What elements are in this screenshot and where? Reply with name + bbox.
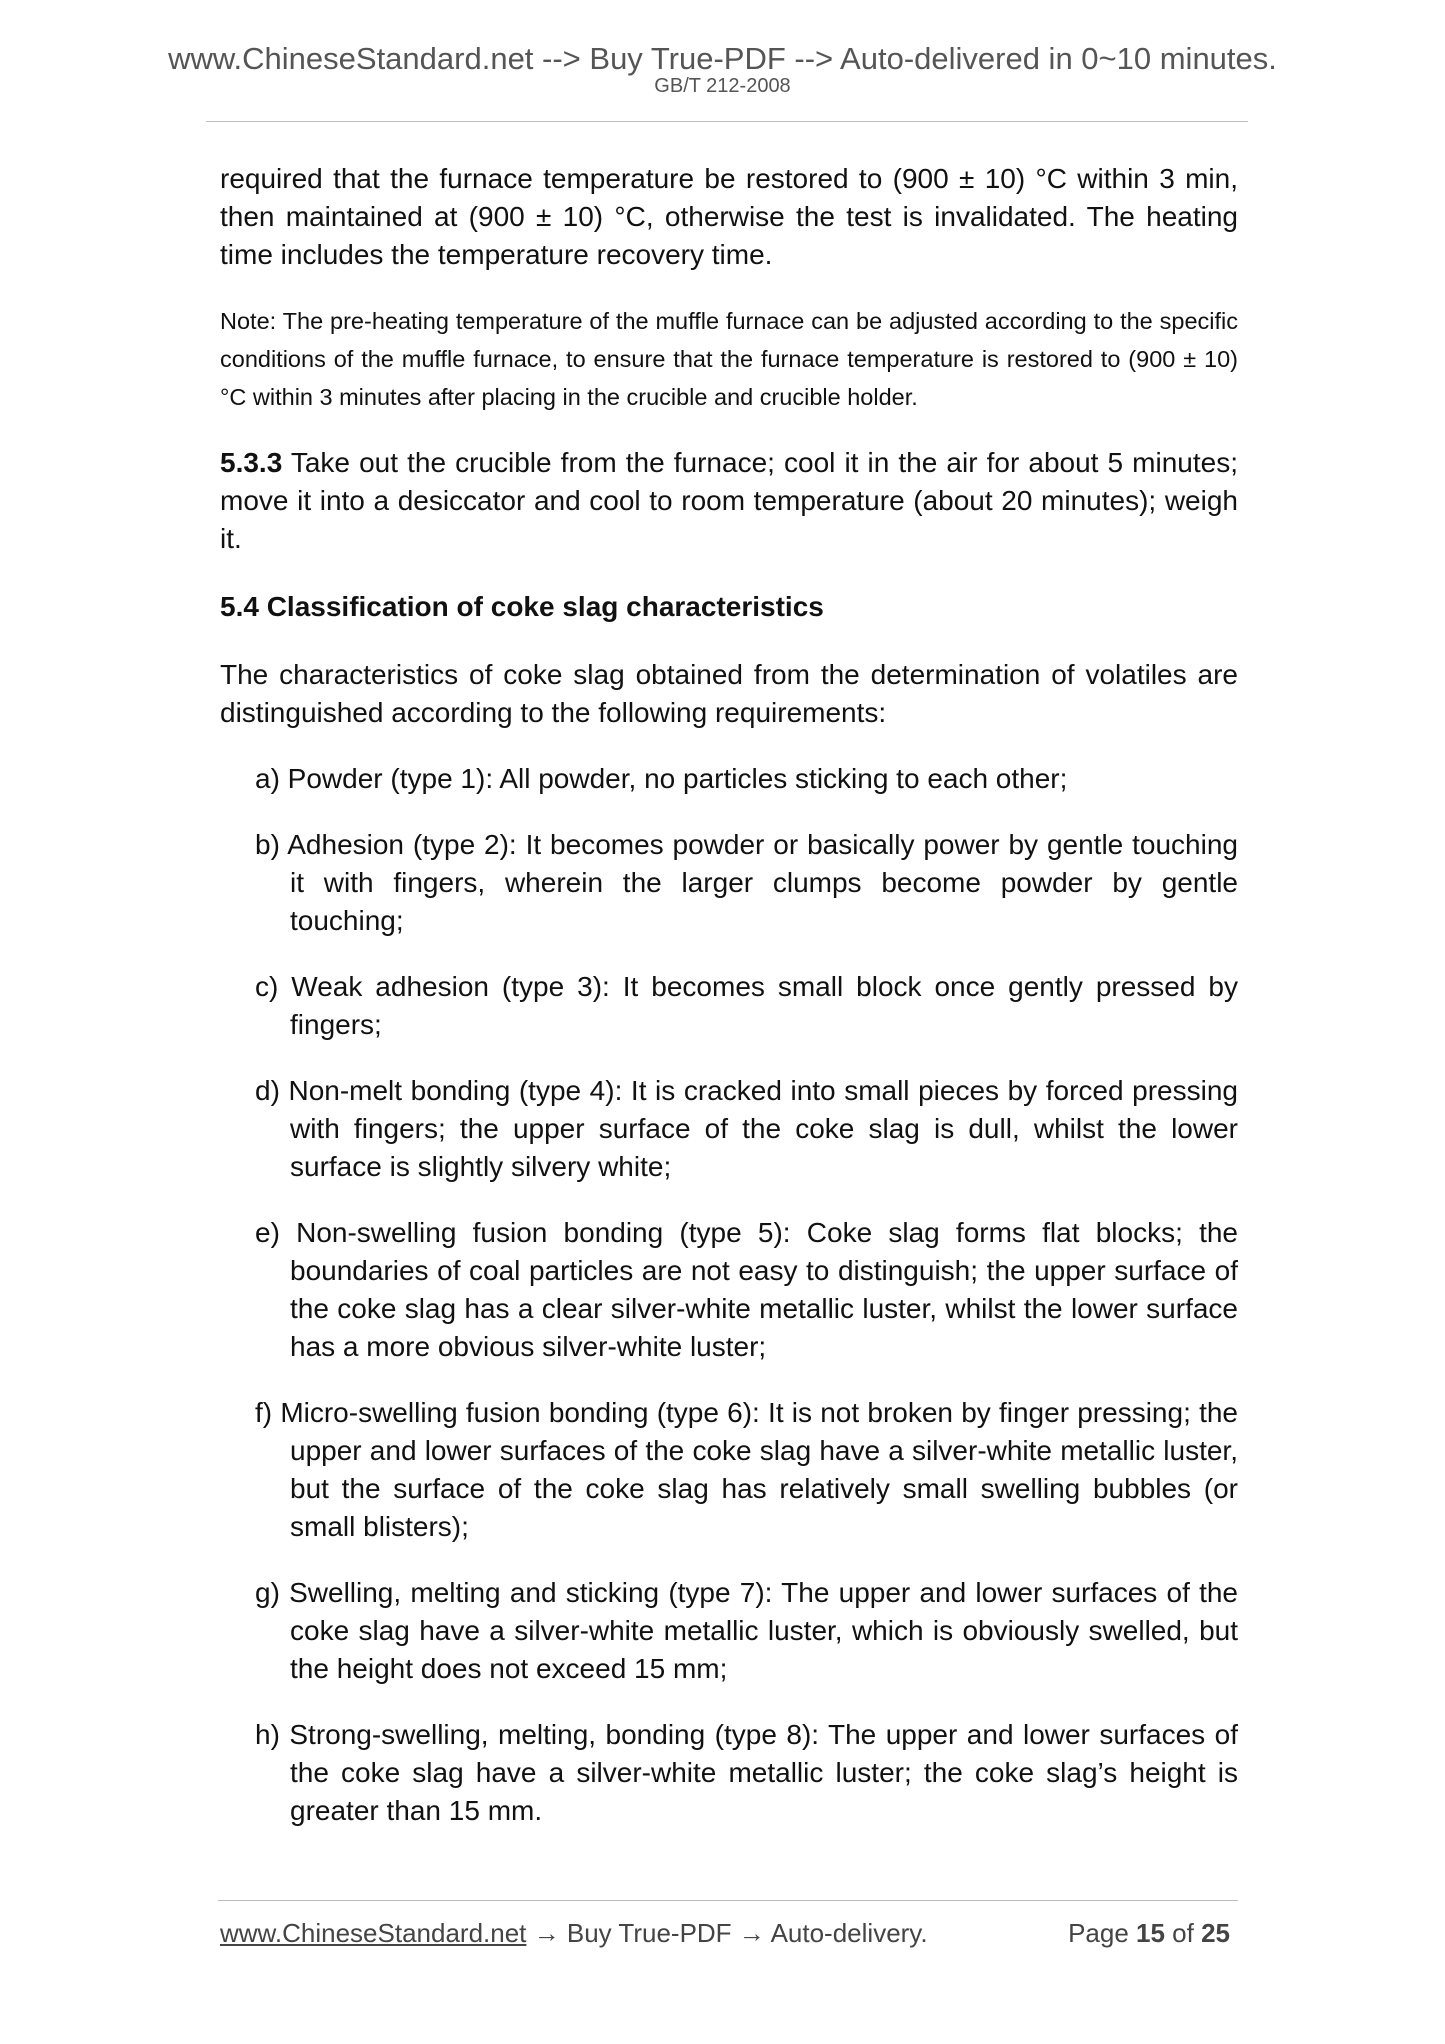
document-body — [220, 160, 1238, 1830]
note-paragraph: Note: The pre-heating temperature of the muffle furnace can be adjusted according to the specific conditions of the muffle furnace, to ensure that the furnace temperature is restored to (900 ± 10) °C within 3 minutes after placing in the crucible and crucible holder. — [220, 308, 1238, 410]
list-item: h) Strong-swelling, melting, bonding (type 8): The upper and lower surfaces of the coke slag have a silver-white metallic luster; the coke slag’s height is greater than 15 mm. — [255, 1719, 1238, 1826]
paragraph-continuation: required that the furnace temperature be restored to (900 ± 10) °C within 3 min, then maintained at (900 ± 10) °C, otherwise the test is invalidated. The heating time includes the temperature recovery time. — [220, 163, 1238, 270]
site-banner: www.ChineseStandard.net --> Buy True-PDF --> Auto-delivered in 0~10 minutes. — [168, 41, 1277, 76]
list-item: c) Weak adhesion (type 3): It becomes small block once gently pressed by fingers; — [255, 971, 1238, 1040]
page-total: 25 — [1201, 1918, 1230, 1948]
clause-number: 5.3.3 — [220, 447, 283, 478]
page-number: 15 — [1136, 1918, 1165, 1948]
clause-text: Take out the crucible from the furnace; cool it in the air for about 5 minutes; move it into a desiccator and cool to room temperature (about 20 minutes); weigh it. — [220, 447, 1238, 554]
footer-left — [220, 1918, 928, 1949]
of-label: of — [1164, 1918, 1202, 1948]
list-item: e) Non-swelling fusion bonding (type 5): Coke slag forms flat blocks; the boundaries of coal particles are not easy to distinguish; the upper surface of the coke slag has a clear silver-white metallic luster, whilst the lower surface has a more obvious silver-white luster; — [255, 1217, 1238, 1362]
footer-divider — [218, 1900, 1238, 1901]
section-heading-5-4: 5.4 Classification of coke slag characteristics — [220, 591, 824, 622]
clause-5-3-3 — [220, 444, 1238, 558]
page-indicator — [1068, 1918, 1230, 1949]
footer-tagline: → Buy True-PDF → Auto-delivery. — [526, 1918, 928, 1948]
list-item: f) Micro-swelling fusion bonding (type 6): It is not broken by finger pressing; the upper and lower surfaces of the coke slag have a silver-white metallic luster, but the surface of the coke slag has relatively small swelling bubbles (or small blisters); — [255, 1397, 1238, 1542]
list-item: d) Non-melt bonding (type 4): It is cracked into small pieces by forced pressing with fingers; the upper surface of the coke slag is dull, whilst the lower surface is slightly silvery white; — [255, 1075, 1238, 1182]
section-intro: The characteristics of coke slag obtained from the determination of volatiles are distinguished according to the following requirements: — [220, 659, 1238, 728]
standard-number: GB/T 212-2008 — [654, 75, 791, 97]
classification-list — [220, 760, 1238, 1830]
list-item: a) Powder (type 1): All powder, no particles sticking to each other; — [255, 763, 1068, 794]
list-item: b) Adhesion (type 2): It becomes powder or basically power by gentle touching it with fingers, wherein the larger clumps become powder by gentle touching; — [255, 829, 1238, 936]
site-link[interactable]: www.ChineseStandard.net — [220, 1918, 527, 1948]
page-label: Page — [1068, 1918, 1137, 1948]
header-divider — [206, 121, 1248, 122]
list-item: g) Swelling, melting and sticking (type 7): The upper and lower surfaces of the coke slag have a silver-white metallic luster, which is obviously swelled, but the height does not exceed 15 mm; — [255, 1577, 1238, 1684]
